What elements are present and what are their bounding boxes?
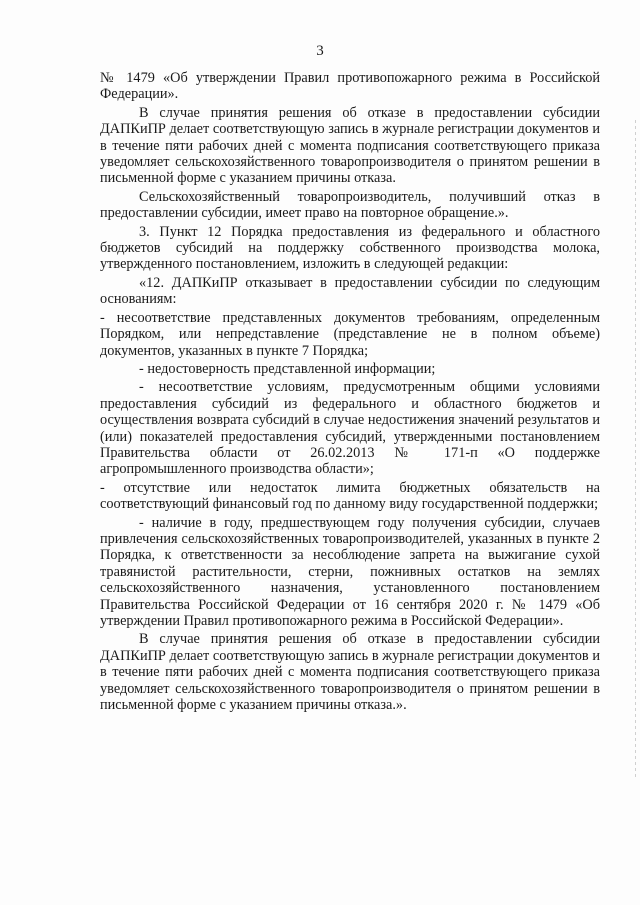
list-item-budget-limit: - отсутствие или недостаток лимита бюджетных обязательств на соответствующий финансовый год по данному виду государственной поддержки; [100,479,600,513]
list-item-fire-liability: - наличие в году, предшествующем году получения субсидии, случаев привлечения сельскохозяйственных товаропроизводителей, указанных в пункте 2 Порядка, к ответственности за несоблюдение запрета на выжигание сухой травянистой растительности, стерни, пожнивных остатков на землях сельскохозяйственного назначения, установленного постановлением Правительства Российской Федерации от 16 сентября 2020 г. № 1479 «Об утверждении Правил противопожарного режима в Российской Федерации». [100,514,600,629]
list-item-conditions-mismatch: - несоответствие условиям, предусмотренным общими условиями предоставления субсидий из федерального и областного бюджетов и осуществления возврата субсидий в случае недостижения значений результатов и (или) показателей предоставления субсидий, утвержденными постановлением Правительства области от 26.02.2013 № 171-п «О поддержке агропромышленного производства области»; [100,379,600,478]
scan-edge-line [635,120,636,780]
paragraph-item-12-intro: «12. ДАПКиПР отказывает в предоставлении субсидии по следующим основаниям: [100,274,600,308]
page-number: 3 [316,43,324,59]
paragraph-refusal-notice-final: В случае принятия решения об отказе в предоставлении субсидии ДАПКиПР делает соответствующую запись в журнале регистрации документов и в течение пяти рабочих дней с момента подписания соответствующего приказа уведомляет сельскохозяйственного товаропроизводителя о принятом решении в письменной форме с указанием причины отказа.». [100,631,600,714]
paragraph-item-3: 3. Пункт 12 Порядка предоставления из федерального и областного бюджетов субсидий на поддержку собственного производства молока, утвержденного постановлением, изложить в следующей редакции: [100,223,600,273]
paragraph-continuation: № 1479 «Об утверждении Правил противопожарного режима в Российской Федерации». [100,70,600,103]
document-body [100,70,600,715]
list-item-noncompliance: - несоответствие представленных документов требованиям, определенным Порядком, или непредставление (представление не в полном объеме) документов, указанных в пункте 7 Порядка; [100,309,600,359]
paragraph-reapply-right: Сельскохозяйственный товаропроизводитель, получивший отказ в предоставлении субсидии, имеет право на повторное обращение.». [100,188,600,222]
paragraph-refusal-notice: В случае принятия решения об отказе в предоставлении субсидии ДАПКиПР делает соответствующую запись в журнале регистрации документов и в течение пяти рабочих дней с момента подписания соответствующего приказа уведомляет сельскохозяйственного товаропроизводителя о принятом решении в письменной форме с указанием причины отказа. [100,104,600,187]
list-item-unreliable-info: - недостоверность представленной информации; [139,360,436,377]
